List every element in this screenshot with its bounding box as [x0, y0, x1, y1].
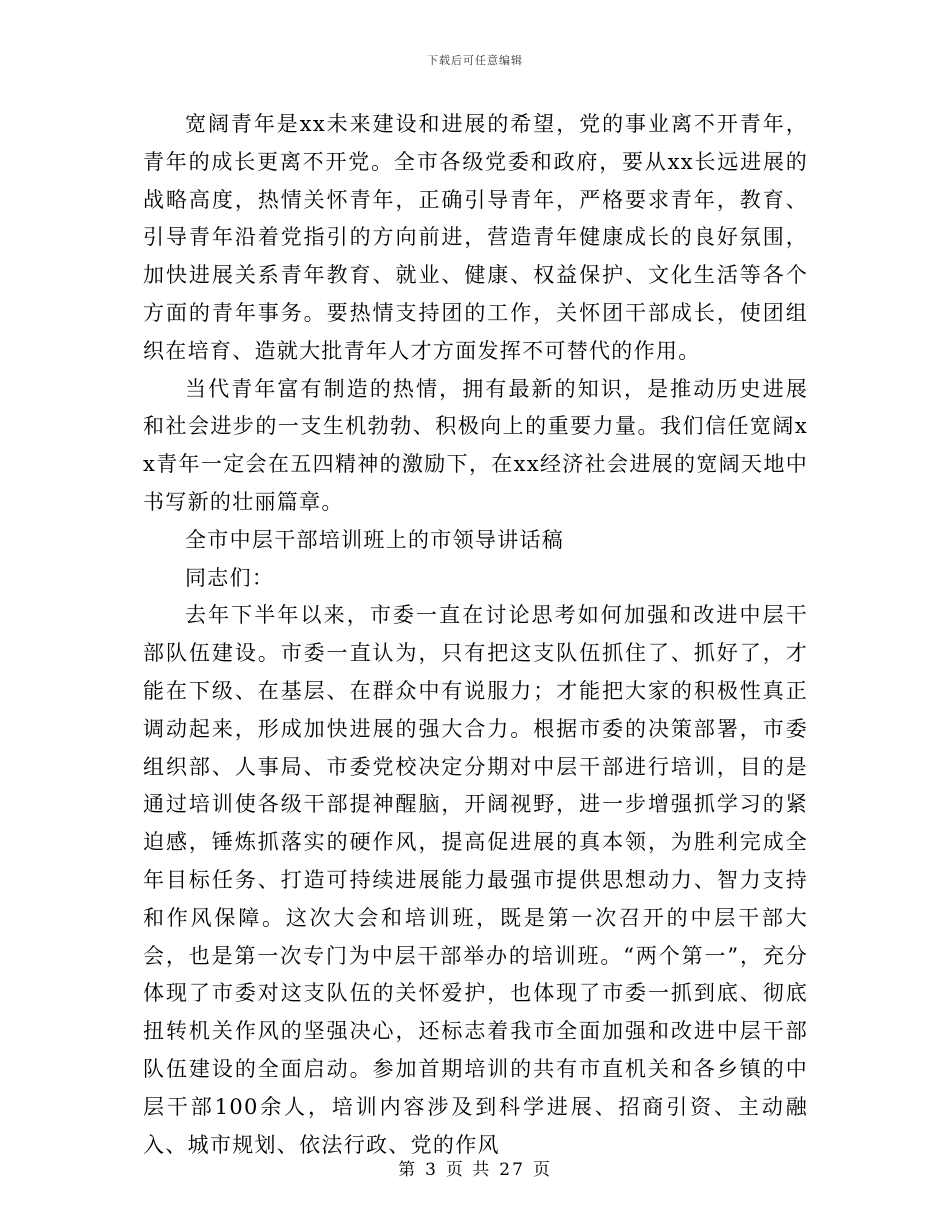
footer-total-pages: 27: [499, 1160, 525, 1180]
speech-title: 全市中层干部培训班上的市领导讲话稿: [185, 527, 565, 552]
footer-suffix: 页: [532, 1160, 552, 1180]
paragraph-youth-hope: 宽阔青年是xx未来建设和进展的希望，党的事业离不开青年，青年的成长更离不开党。全市各级党委和政府，要从xx长远进展的战略高度，热情关怀青年，正确引导青年，严格要求青年，教育、引导青年沿着党指引的方向前进，营造青年健康成长的良好氛围，加快进展关系青年教育、就业、健康、权益保护、文化生活等各个方面的青年事务。要热情支持团的工作，关怀团干部成长，使团组织在培育、造就大批青年人才方面发挥不可替代的作用。: [143, 112, 808, 363]
footer-prefix: 第: [398, 1160, 418, 1180]
page-footer: [0, 1155, 950, 1180]
paragraph-contemporary-youth: 当代青年富有制造的热情，拥有最新的知识，是推动历史进展和社会进步的一支生机勃勃、积极向上的重要力量。我们信任宽阔xx青年一定会在五四精神的激励下，在xx经济社会进展的宽阔天地中书写新的壮丽篇章。: [143, 376, 808, 514]
footer-current-page: 3: [425, 1160, 438, 1180]
paragraph-training-speech: 去年下半年以来，市委一直在讨论思考如何加强和改进中层干部队伍建设。市委一直认为，只有把这支队伍抓住了、抓好了，才能在下级、在基层、在群众中有说服力；才能把大家的积极性真正调动起来，形成加快进展的强大合力。根据市委的决策部署，市委组织部、人事局、市委党校决定分期对中层干部进行培训，目的是通过培训使各级干部提神醒脑，开阔视野，进一步增强抓学习的紧迫感，锤炼抓落实的硬作风，提高促进展的真本领，为胜利完成全年目标任务、打造可持续进展能力最强市提供思想动力、智力支持和作风保障。这次大会和培训班，既是第一次召开的中层干部大会，也是第一次专门为中层干部举办的培训班。“两个第一”，充分体现了市委对这支队伍的关怀爱护，也体现了市委一抓到底、彻底扭转机关作风的坚强决心，还标志着我市全面加强和改进中层干部队伍建设的全面启动。参加首期培训的共有市直机关和各乡镇的中层干部100余人，培训内容涉及到科学进展、招商引资、主动融入、城市规划、依法行政、党的作风: [143, 603, 808, 1157]
salutation: 同志们：: [185, 565, 275, 590]
page-header-note: 下载后可任意编辑: [427, 54, 523, 67]
document-body: [143, 106, 808, 1164]
footer-middle: 页 共: [445, 1160, 492, 1180]
